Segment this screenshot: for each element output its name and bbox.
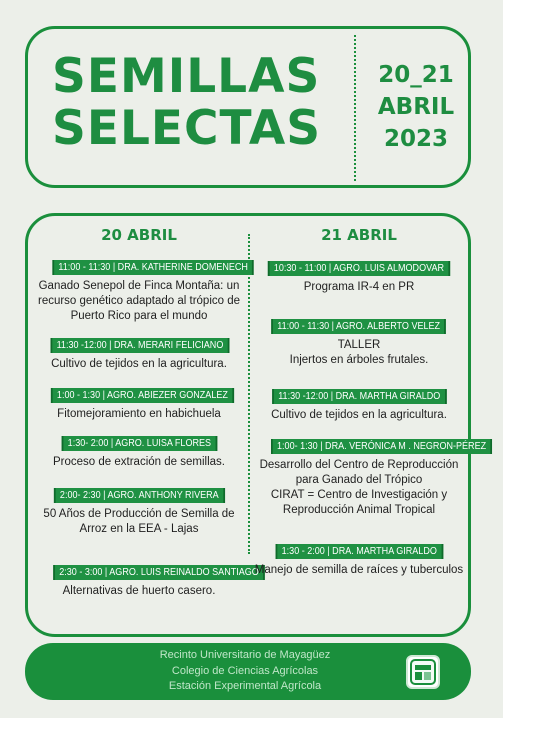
time-speaker-tag: 11:30 -12:00 | DRA. MARTHA GIRALDO <box>272 389 446 404</box>
schedule-entry <box>253 258 465 295</box>
event-dates <box>358 59 474 155</box>
time-speaker-tag: 1:30 - 2:00 | DRA. MARTHA GIRALDO <box>275 544 442 559</box>
talk-title: Desarrollo del Centro de Reproducción para Ganado del Trópico CIRAT = Centro de Investigación y Reproducción Animal Tropical <box>259 459 459 516</box>
schedule-entry <box>253 541 465 578</box>
talk-title: Ganado Senepol de Finca Montaña: un recurso genético adaptado al trópico de Puerto Rico para el mundo <box>37 280 241 322</box>
time-speaker-tag: 11:30 -12:00 | DRA. MERARI FELICIANO <box>51 338 230 353</box>
time-speaker-tag: 1:00 - 1:30 | AGRO. ABIEZER GONZALEZ <box>51 388 234 403</box>
footer-banner <box>25 643 471 700</box>
talk-title: TALLER Injertos en árboles frutales. <box>289 339 429 366</box>
station-logo-icon <box>406 655 440 689</box>
schedule-entry <box>36 257 248 324</box>
schedule-entry <box>36 385 242 422</box>
schedule-entry <box>36 335 242 372</box>
schedule-entry <box>36 485 242 537</box>
schedule-entry <box>36 433 242 470</box>
time-speaker-tag: 1:30- 2:00 | AGRO. LUISA FLORES <box>61 436 216 451</box>
schedule-entry <box>36 562 259 599</box>
time-speaker-tag: 11:00 - 11:30 | AGRO. ALBERTO VELEZ <box>272 319 447 334</box>
title-line-1: SEMILLAS <box>52 49 321 104</box>
talk-title: Cultivo de tejidos en la agricultura. <box>271 409 447 421</box>
schedule-panel <box>25 213 487 637</box>
schedule-entry <box>253 316 465 368</box>
talk-title: Fitomejoramiento en habichuela <box>57 408 221 420</box>
dates-days: 20_21 <box>378 62 454 88</box>
column-divider <box>248 234 250 554</box>
time-speaker-tag: 11:00 - 11:30 | DRA. KATHERINE DOMENECH <box>52 260 254 275</box>
dates-month: ABRIL <box>377 94 455 120</box>
campus-name: Recinto Universitario de Mayagüez <box>159 649 331 661</box>
event-title <box>52 51 332 155</box>
day-2-title: 21 ABRIL <box>321 226 397 244</box>
time-speaker-tag: 2:00- 2:30 | AGRO. ANTHONY RIVERA <box>54 488 225 503</box>
time-speaker-tag: 10:30 - 11:00 | AGRO. LUIS ALMODOVAR <box>268 261 450 276</box>
dates-year: 2023 <box>383 126 448 152</box>
talk-title: Proceso de extración de semillas. <box>53 456 225 468</box>
talk-title: Cultivo de tejidos en la agricultura. <box>51 358 227 370</box>
talk-title: Manejo de semilla de raíces y tuberculos <box>254 564 464 576</box>
title-line-2: SELECTAS <box>52 101 322 156</box>
time-speaker-tag: 1:00- 1:30 | DRA. VERÓNICA M . NEGRON-PÉREZ <box>271 439 492 454</box>
header-divider <box>354 35 356 181</box>
talk-title: Programa IR-4 en PR <box>303 281 415 293</box>
time-speaker-tag: 2:30 - 3:00 | AGRO. LUIS REINALDO SANTIAGO <box>53 565 265 580</box>
day-1-title: 20 ABRIL <box>101 226 177 244</box>
talk-title: Alternativas de huerto casero. <box>62 585 216 597</box>
header-panel <box>25 26 471 188</box>
schedule-entry <box>253 386 465 423</box>
talk-title: 50 Años de Producción de Semilla de Arroz en la EEA - Lajas <box>43 508 235 535</box>
college-name: Colegio de Ciencias Agrícolas <box>171 664 319 677</box>
institution-info <box>95 648 395 695</box>
station-name: Estación Experimental Agrícola <box>168 680 322 692</box>
schedule-entry <box>253 436 487 518</box>
